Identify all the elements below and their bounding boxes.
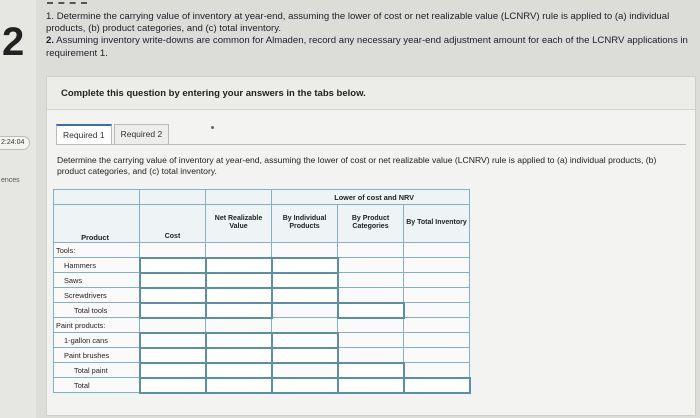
header-divider	[47, 2, 87, 5]
corner-cell	[206, 190, 272, 205]
cell	[404, 348, 470, 363]
tab-required-2[interactable]: Required 2	[114, 124, 170, 144]
instruction-2-number: 2.	[46, 35, 55, 47]
dot-marker	[211, 126, 214, 129]
product-header: Product	[54, 205, 140, 243]
cost-input[interactable]	[140, 273, 206, 288]
row-label: Total	[54, 378, 140, 393]
complete-instruction: Complete this question by entering your answers in the tabs below.	[61, 88, 366, 99]
cell	[272, 318, 338, 333]
row-label: 1-gallon cans	[54, 333, 140, 348]
individual-input[interactable]	[272, 348, 338, 363]
cell	[272, 303, 338, 318]
instruction-1-number: 1.	[46, 11, 55, 22]
instruction-2	[46, 35, 694, 59]
cost-input[interactable]	[140, 258, 206, 273]
category-input[interactable]	[338, 363, 404, 378]
corner-cell	[140, 190, 206, 205]
cell	[338, 288, 404, 303]
cell	[404, 243, 470, 258]
cell	[404, 273, 470, 288]
complete-strip	[47, 77, 695, 110]
cell	[404, 363, 470, 378]
total-header: By Total Inventory	[404, 205, 470, 243]
cell	[338, 348, 404, 363]
references-link[interactable]: ences	[1, 177, 20, 184]
cell	[404, 318, 470, 333]
row-label: Paint brushes	[54, 348, 140, 363]
row-label: Tools:	[54, 243, 140, 258]
cost-input[interactable]	[140, 363, 206, 378]
cell	[338, 273, 404, 288]
group-header: Lower of cost and NRV	[272, 190, 470, 205]
cell	[404, 258, 470, 273]
nrv-input[interactable]	[206, 273, 272, 288]
corner-cell	[54, 190, 140, 205]
cell	[404, 333, 470, 348]
instruction-2-text: Assuming inventory write-downs are common for Almaden, record any necessary year-end adjustment amount for each of the LCNRV applications in requirement 1.	[46, 35, 688, 59]
cell	[272, 363, 338, 378]
tab-underline	[56, 144, 686, 145]
cell	[404, 288, 470, 303]
nrv-input[interactable]	[206, 258, 272, 273]
cell	[338, 333, 404, 348]
question-number: 2	[2, 20, 25, 64]
cost-header: Cost	[140, 205, 206, 243]
nrv-input[interactable]	[206, 348, 272, 363]
row-label: Screwdrivers	[54, 288, 140, 303]
category-input[interactable]	[338, 303, 404, 318]
cell	[338, 243, 404, 258]
individual-input[interactable]	[272, 288, 338, 303]
requirement-tabs	[56, 124, 171, 144]
row-label: Saws	[54, 273, 140, 288]
cell	[338, 318, 404, 333]
individual-header: By Individual Products	[272, 205, 338, 243]
instruction-1	[46, 11, 694, 35]
nrv-input[interactable]	[206, 363, 272, 378]
cost-input[interactable]	[140, 288, 206, 303]
total-inventory-input[interactable]	[404, 378, 470, 393]
cell	[206, 243, 272, 258]
cell	[206, 318, 272, 333]
cell	[140, 318, 206, 333]
row-label: Hammers	[54, 258, 140, 273]
nrv-input[interactable]	[206, 333, 272, 348]
cell	[338, 258, 404, 273]
nrv-input[interactable]	[206, 378, 272, 393]
individual-input[interactable]	[272, 333, 338, 348]
nrv-input[interactable]	[206, 303, 272, 318]
cost-input[interactable]	[140, 348, 206, 363]
question-card	[46, 76, 696, 416]
row-label: Total tools	[54, 303, 140, 318]
row-label: Paint products:	[54, 318, 140, 333]
requirement-description: Determine the carrying value of inventory at year-end, assuming the lower of cost or net realizable value (LCNRV) rule is applied to (a) individual products, (b) product categories, and (c) total inventory.	[57, 155, 657, 176]
inventory-table	[53, 189, 471, 394]
cost-input[interactable]	[140, 333, 206, 348]
cell	[272, 243, 338, 258]
category-total-input[interactable]	[338, 378, 404, 393]
cell	[404, 303, 470, 318]
timer-badge: 2:24:04	[0, 136, 30, 150]
category-header: By Product Categories	[338, 205, 404, 243]
nrv-input[interactable]	[206, 288, 272, 303]
instructions	[46, 11, 694, 60]
cost-input[interactable]	[140, 378, 206, 393]
individual-input[interactable]	[272, 273, 338, 288]
cost-input[interactable]	[140, 303, 206, 318]
nrv-header: Net Realizable Value	[206, 205, 272, 243]
individual-total-input[interactable]	[272, 378, 338, 393]
cell	[140, 243, 206, 258]
instruction-1-text: Determine the carrying value of inventory at year-end, assuming the lower of cost or net realizable value (LCNRV) rule is applied to (a) individual products, (b) product categories, and (c) total inventory.	[46, 11, 670, 35]
individual-input[interactable]	[272, 258, 338, 273]
row-label: Total paint	[54, 363, 140, 378]
tab-required-1[interactable]: Required 1	[56, 124, 112, 144]
